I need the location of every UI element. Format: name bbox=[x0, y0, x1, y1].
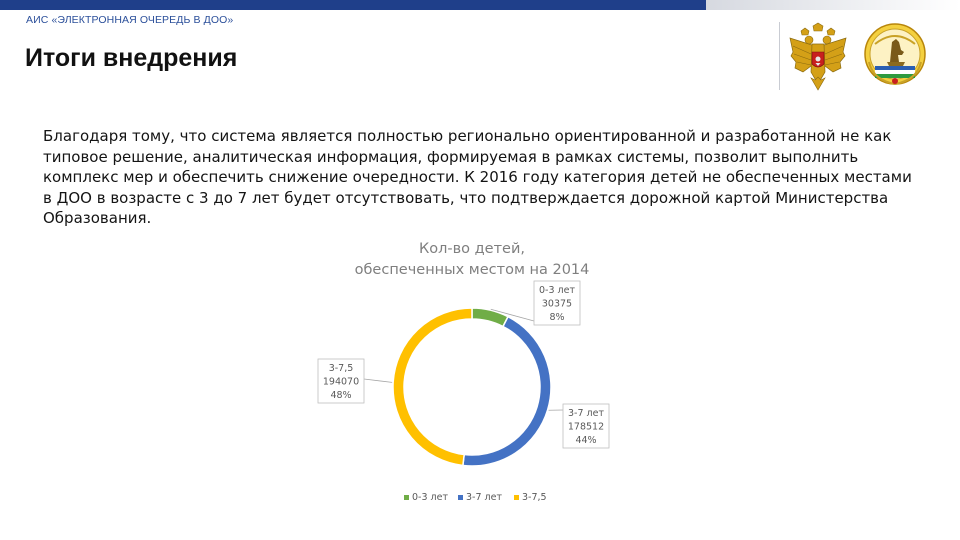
legend-swatch-1 bbox=[458, 495, 463, 500]
data-label-text: 30375 bbox=[541, 298, 573, 310]
leader-line-2 bbox=[364, 379, 392, 382]
chart-title-line: обеспеченных местом на 2014 bbox=[354, 262, 590, 278]
legend-entry-1: 3-7 лет bbox=[466, 492, 502, 503]
data-label-text: 0-3 лет bbox=[539, 285, 575, 296]
legend-swatch-2 bbox=[514, 495, 519, 500]
legend-swatch-0 bbox=[404, 495, 409, 500]
data-label-text: 3-7 лет bbox=[568, 408, 604, 419]
legend-entry-2: 3-7,5 bbox=[522, 492, 547, 503]
body-text: Благодаря тому, что система является полностью регионально ориентированной и разработанной не как типовое решение, аналитическая информация, формируемая в рамках системы, позволит выполнить комплекс мер и обеспечить снижение очередности. К 2016 году категория детей не обеспеченных местами в ДОО в возрасте с 3 до 7 лет будет отсутствовать, что подтверждается дорожной картой Министерства Образования. bbox=[43, 127, 912, 227]
legend-entry-0: 0-3 лет bbox=[412, 492, 448, 503]
data-label-text: 194070 bbox=[322, 376, 360, 388]
page-title: Итоги внедрения bbox=[25, 44, 238, 72]
system-name: АИС «ЭЛЕКТРОННАЯ ОЧЕРЕДЬ В ДОО» bbox=[26, 14, 234, 26]
data-label-text: 3-7,5 bbox=[328, 363, 354, 374]
data-label-text: 8% bbox=[549, 312, 565, 323]
data-label-text: 178512 bbox=[567, 421, 605, 433]
data-label-text: 44% bbox=[575, 435, 597, 446]
slice-2 bbox=[393, 308, 472, 465]
chart-title-line: Кол-во детей, bbox=[418, 241, 526, 257]
slice-1 bbox=[463, 317, 551, 466]
data-label-text: 48% bbox=[330, 390, 352, 401]
slice-0 bbox=[472, 308, 508, 326]
